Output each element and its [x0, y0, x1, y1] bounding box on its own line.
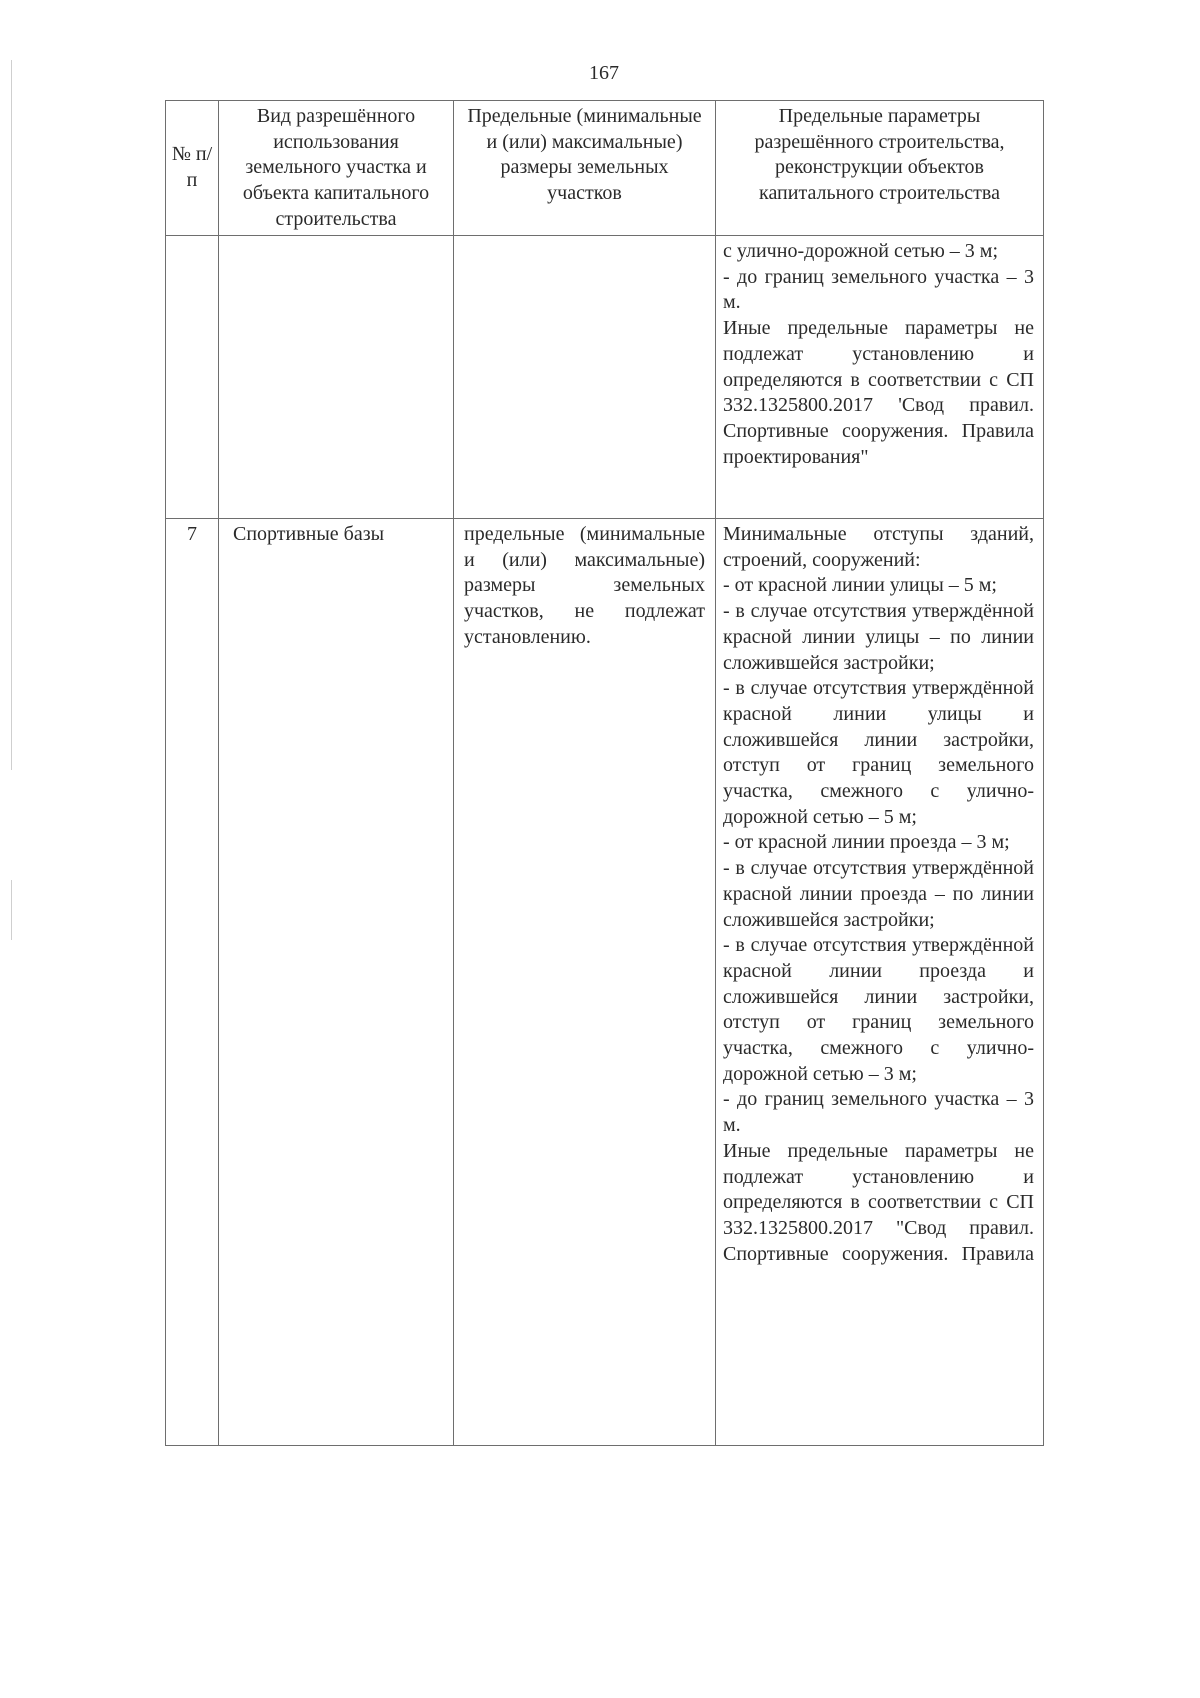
- row-number-cell: 7: [166, 519, 219, 1446]
- scan-edge-line: [11, 60, 12, 770]
- parameters-cell: [716, 519, 1044, 1446]
- parameter-paragraph: - до границ земельного участка – 3 м.: [723, 1088, 1034, 1137]
- header-parameters: Предельные параметры разрешённого строительства, реконструкции объектов капитального строительства: [716, 101, 1044, 236]
- parameter-paragraph: Минимальные отступы зданий, строений, сооружений:: [723, 523, 1034, 571]
- parameter-paragraph: - от красной линии проезда – 3 м;: [723, 831, 1010, 854]
- parameter-paragraph: - в случае отсутствия утверждённой красной линии проезда – по линии сложившейся застройки;: [723, 857, 1034, 931]
- plot-sizes-cell: [454, 236, 716, 519]
- parameter-paragraph: Иные предельные параметры не подлежат установлению и определяются в соответствии с СП 332.1325800.2017 'Свод правил. Спортивные сооружения. Правила проектирования": [723, 317, 1034, 468]
- parameter-paragraph: с улично-дорожной сетью – 3 м;: [723, 240, 999, 262]
- parameters-cell: [716, 236, 1044, 519]
- page-number: 167: [589, 62, 619, 84]
- parameter-paragraph: - в случае отсутствия утверждённой красной линии проезда и сложившейся линии застройки, отступ от границ земельного участка, смежного с улично-дорожной сетью – 3 м;: [723, 934, 1034, 1085]
- parameter-paragraph: Иные предельные параметры не подлежат установлению и определяются в соответствии с СП 332.1325800.2017 "Свод правил. Спортивные сооружения. Правила: [723, 1139, 1034, 1265]
- parameter-paragraph: - от красной линии улицы – 5 м;: [723, 574, 997, 597]
- use-type-cell: [219, 236, 454, 519]
- header-use-type: Вид разрешённого использования земельного участка и объекта капитального строительства: [219, 101, 454, 236]
- scan-edge-line: [11, 880, 12, 940]
- parameter-paragraph: - в случае отсутствия утверждённой красной линии улицы – по линии сложившейся застройки;: [723, 600, 1034, 674]
- parameter-paragraph: - в случае отсутствия утверждённой красной линии улицы и сложившейся линии застройки, отступ от границ земельного участка, смежного с улично-дорожной сетью – 5 м;: [723, 677, 1034, 828]
- use-type-cell: Спортивные базы: [219, 519, 454, 1446]
- parameter-paragraph: - до границ земельного участка – 3 м.: [723, 265, 1034, 314]
- header-number: № п/п: [166, 101, 219, 236]
- regulations-table: [165, 100, 1044, 1446]
- header-plot-sizes: Предельные (минимальные и (или) максимальные) размеры земельных участков: [454, 101, 716, 236]
- plot-sizes-cell: предельные (минимальные и (или) максимальные) размеры земельных участков, не подлежат установлению.: [454, 519, 716, 1446]
- row-number-cell: [166, 236, 219, 519]
